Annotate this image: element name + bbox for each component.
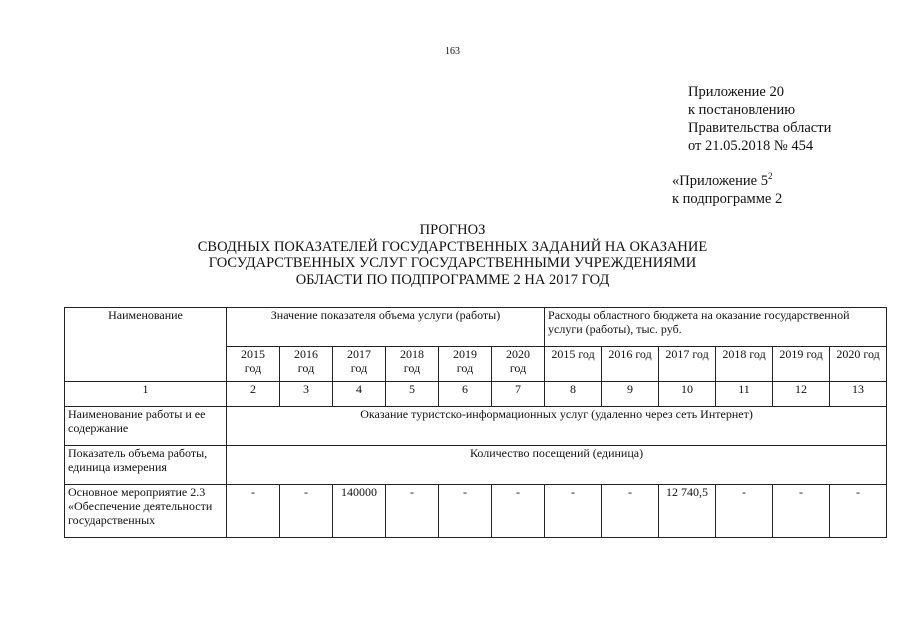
activity-value-cell: 140000 [333, 485, 386, 538]
forecast-table [64, 307, 887, 538]
volume-year-cell: 2016 год [280, 347, 333, 382]
annex-line-1-text: «Приложение 5 [672, 173, 768, 189]
activity-value-cell: - [386, 485, 439, 538]
work-name-row [65, 407, 887, 446]
expense-year-cell: 2018 год [716, 347, 773, 382]
volume-year-cell: 2015 год [227, 347, 280, 382]
column-number-cell: 2 [227, 382, 280, 407]
expense-year-cell: 2016 год [602, 347, 659, 382]
column-number-cell: 5 [386, 382, 439, 407]
activity-value-cell: - [716, 485, 773, 538]
column-number-cell: 4 [333, 382, 386, 407]
column-number-cell: 11 [716, 382, 773, 407]
indicator-row [65, 446, 887, 485]
annex-line-1 [672, 172, 782, 190]
volume-year-cell: 2020 год [492, 347, 545, 382]
activity-value-cell: - [773, 485, 830, 538]
title-line-2: СВОДНЫХ ПОКАЗАТЕЛЕЙ ГОСУДАРСТВЕННЫХ ЗАДАНИЙ НА ОКАЗАНИЕ [197, 238, 708, 255]
page-number: 163 [445, 46, 460, 57]
column-number-cell: 3 [280, 382, 333, 407]
approval-line-4: от 21.05.2018 № 454 [688, 138, 814, 154]
volume-year-cell: 2017 год [333, 347, 386, 382]
column-number-cell: 7 [492, 382, 545, 407]
activity-value-cell: - [545, 485, 602, 538]
work-name-value: Оказание туристско-информационных услуг (удаленно через сеть Интернет) [227, 407, 887, 446]
expense-year-cell: 2015 год [545, 347, 602, 382]
volume-year-cell: 2018 год [386, 347, 439, 382]
activity-value-cell: - [492, 485, 545, 538]
title-line-1: ПРОГНОЗ [419, 222, 486, 238]
annex-line-2: к подпрограмме 2 [672, 191, 783, 207]
header-expense-group: Расходы областного бюджета на оказание государственной услуги (работы), тыс. руб. [545, 308, 887, 347]
column-number-row [65, 382, 887, 407]
column-number-cell: 12 [773, 382, 830, 407]
column-number-cell: 6 [439, 382, 492, 407]
approval-block [688, 83, 831, 155]
title-line-4: ОБЛАСТИ ПО ПОДПРОГРАММЕ 2 НА 2017 ГОД [295, 271, 610, 288]
column-number-cell: 9 [602, 382, 659, 407]
activity-value-cell: - [830, 485, 887, 538]
column-number-cell: 8 [545, 382, 602, 407]
activity-label-text: Основное мероприятие 2.3 «Обеспечение деятельности государственных [68, 485, 213, 527]
activity-value-cell: - [280, 485, 333, 538]
activity-label [65, 485, 227, 538]
activity-row [65, 485, 887, 538]
header-volume-group: Значение показателя объема услуги (работы) [227, 308, 545, 347]
indicator-label: Показатель объема работы, единица измерения [65, 446, 227, 485]
column-number-cell: 10 [659, 382, 716, 407]
column-number-cell: 1 [65, 382, 227, 407]
annex-superscript: 2 [767, 171, 773, 181]
approval-line-3: Правительства области [688, 120, 832, 136]
title-line-3: ГОСУДАРСТВЕННЫХ УСЛУГ ГОСУДАРСТВЕННЫМИ УЧРЕЖДЕНИЯМИ [208, 255, 697, 271]
document-title [0, 222, 905, 288]
indicator-value: Количество посещений (единица) [227, 446, 887, 485]
approval-line-1: Приложение 20 [688, 84, 784, 100]
approval-line-2: к постановлению [688, 102, 796, 118]
activity-value-cell: - [227, 485, 280, 538]
table-header-row [65, 308, 887, 347]
expense-year-cell: 2020 год [830, 347, 887, 382]
column-number-cell: 13 [830, 382, 887, 407]
annex-block [672, 172, 782, 208]
activity-value-cell: - [602, 485, 659, 538]
work-name-label: Наименование работы и ее содержание [65, 407, 227, 446]
expense-year-cell: 2019 год [773, 347, 830, 382]
expense-year-cell: 2017 год [659, 347, 716, 382]
activity-value-cell: - [439, 485, 492, 538]
header-name: Наименование [65, 308, 227, 382]
volume-year-cell: 2019 год [439, 347, 492, 382]
activity-value-cell: 12 740,5 [659, 485, 716, 538]
